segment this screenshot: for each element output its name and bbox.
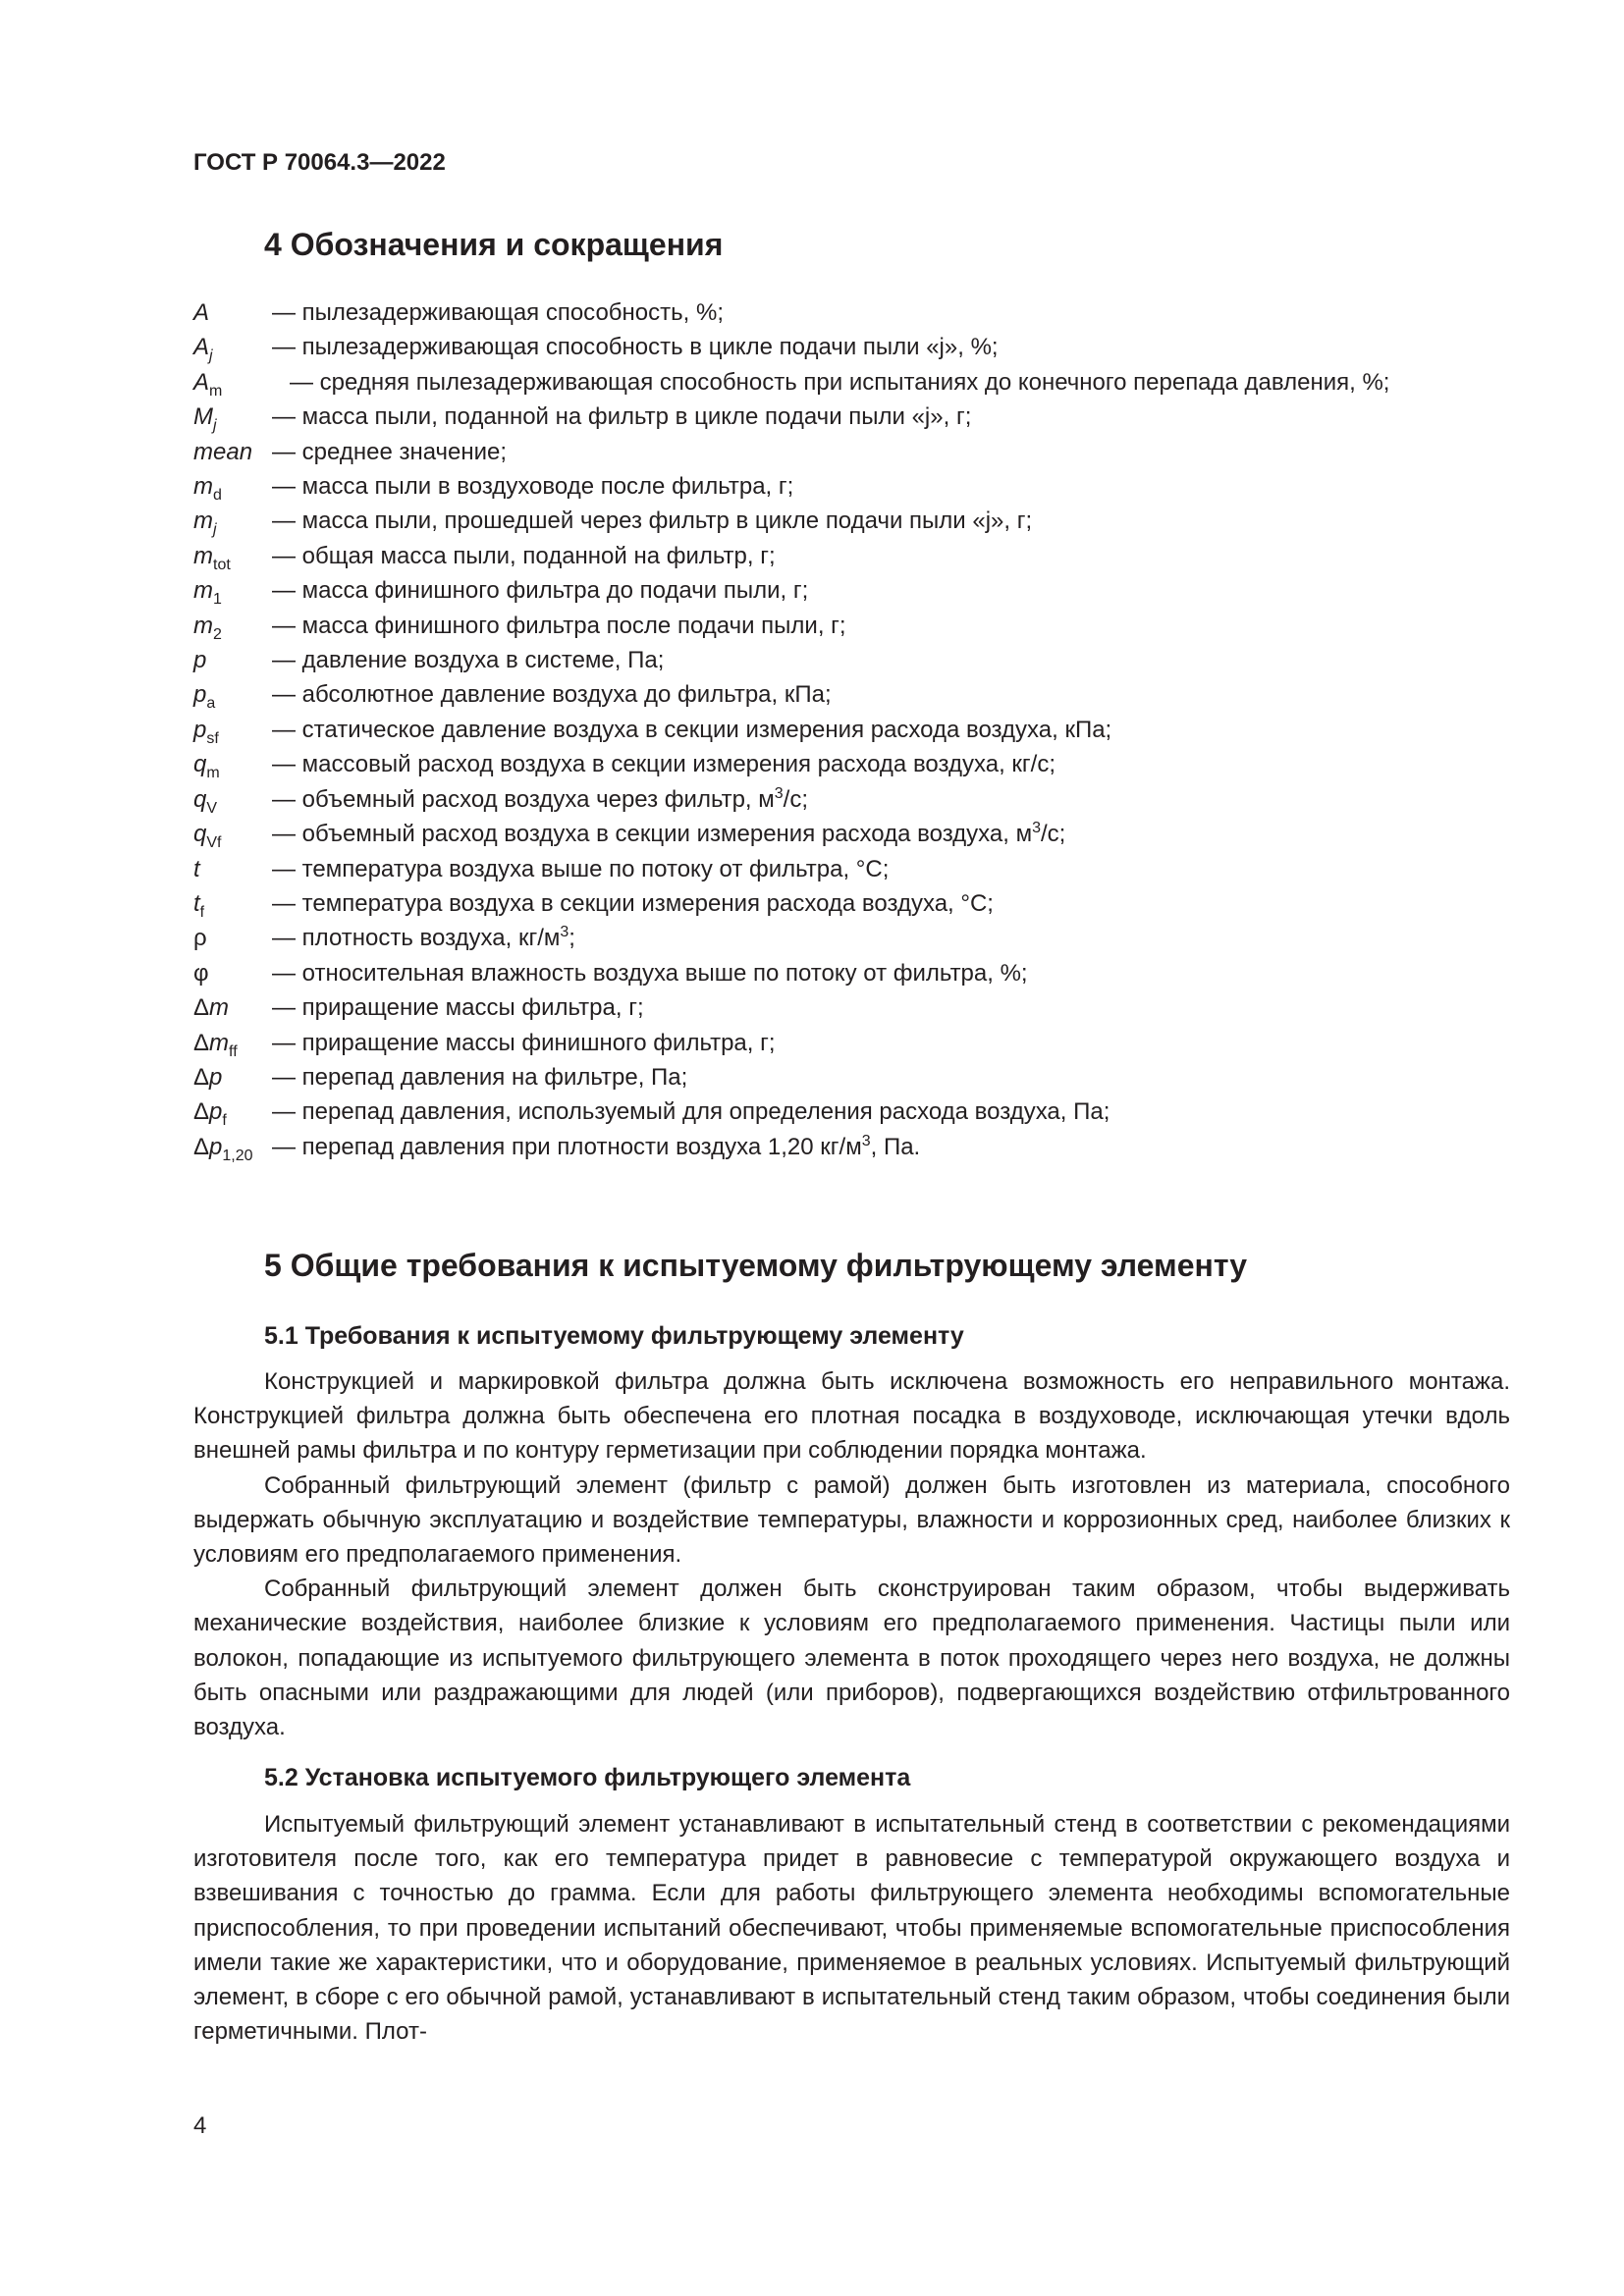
symbol-definition: — приращение массы финишного фильтра, г; (272, 1029, 776, 1056)
definition-text: /с; (783, 785, 808, 813)
symbol-definition: — среднее значение; (272, 438, 508, 465)
symbol (193, 956, 209, 990)
symbol-definition: — статическое давление воздуха в секции измерения расхода воздуха, кПа; (272, 716, 1112, 743)
symbol (193, 1060, 222, 1095)
symbol (193, 539, 231, 573)
symbol-letter: p (193, 681, 207, 709)
symbol-letter: ρ (193, 925, 207, 952)
symbol-definition: — масса финишного фильтра до подачи пыли, г; (272, 577, 809, 605)
symbols-list (193, 295, 1509, 1164)
superscript: 3 (560, 924, 569, 941)
symbol-row (193, 921, 1509, 955)
section-5-1-title: 5.1 Требования к испытуемому фильтрующему элементу (264, 1322, 964, 1350)
symbol-definition: — относительная влажность воздуха выше по потоку от фильтра, %; (272, 959, 1028, 987)
symbol-definition (272, 1130, 1509, 1164)
symbol (193, 782, 217, 817)
symbol-subscript: V (206, 799, 218, 817)
symbol-letter: m (209, 1029, 230, 1056)
symbol-subscript: j (209, 347, 213, 365)
symbol (193, 677, 215, 712)
symbol-definition: — масса финишного фильтра после подачи пыли, г; (272, 612, 846, 639)
symbol-subscript: j (213, 521, 217, 539)
symbol-row (193, 1026, 1509, 1060)
symbol-row (193, 886, 1509, 921)
symbol (193, 504, 217, 538)
section-5-2-body (193, 1807, 1510, 2049)
symbol-letter: t (193, 889, 200, 917)
symbol (193, 713, 219, 747)
section-5-1-body (193, 1364, 1510, 1744)
symbol-definition (272, 921, 1509, 955)
definition-text: — объемный расход воздуха через фильтр, м (272, 785, 775, 813)
symbol-letter: m (193, 507, 213, 535)
symbol-letter: m (193, 473, 213, 501)
symbol-row (193, 990, 1509, 1025)
symbol (193, 886, 204, 921)
symbol-subscript: 2 (213, 625, 222, 643)
symbol-row (193, 539, 1509, 573)
symbol-definition: — масса пыли, прошедшей через фильтр в цикле подачи пыли «j», г; (272, 507, 1033, 535)
symbol-definition: — масса пыли в воздуховоде после фильтра, г; (272, 473, 794, 501)
symbol-subscript: sf (206, 729, 219, 747)
symbol-subscript: j (213, 417, 217, 435)
symbol-letter: A (193, 368, 210, 396)
symbol-letter: m (193, 542, 213, 569)
symbol (193, 400, 217, 434)
definition-text: — плотность воздуха, кг/м (272, 925, 561, 952)
symbol-row (193, 573, 1509, 608)
symbol-row (193, 609, 1509, 643)
document-header: ГОСТ Р 70064.3—2022 (193, 149, 446, 176)
symbol-subscript: a (206, 695, 216, 713)
symbol-definition: — масса пыли, поданной на фильтр в цикле подачи пыли «j», г; (272, 403, 972, 431)
symbol-row (193, 469, 1509, 504)
symbol-row (193, 400, 1509, 434)
symbol-row (193, 1095, 1509, 1129)
symbol (193, 1026, 238, 1060)
symbol-row (193, 643, 1509, 677)
symbol (193, 573, 222, 608)
symbol (193, 1130, 253, 1164)
symbol-row (193, 1130, 1509, 1164)
symbol-row (193, 782, 1509, 817)
symbol-row (193, 295, 1509, 330)
symbol-letter: A (193, 334, 210, 361)
symbol-letter: t (193, 855, 200, 882)
symbol-letter: p (209, 1098, 223, 1126)
symbol-letter: mean (193, 438, 253, 465)
symbol-definition: — температура воздуха выше по потоку от фильтра, °С; (272, 855, 890, 882)
symbol-definition: — массовый расход воздуха в секции измерения расхода воздуха, кг/с; (272, 751, 1056, 778)
symbol-prefix: Δ (193, 1063, 210, 1091)
symbol-row (193, 677, 1509, 712)
symbol-definition: — пылезадерживающая способность, %; (272, 299, 724, 326)
section-5-title: 5 Общие требования к испытуемому фильтрующему элементу (264, 1248, 1248, 1283)
paragraph: Собранный фильтрующий элемент должен быть сконструирован таким образом, чтобы выдерживать механические воздействия, наиболее близкие к условиям его предполагаемого применения. Частицы пыли или волокон, попадающие из испытуемого фильтрующего элемента в поток проходящего через него воздуха, не должны быть опасными или раздражающими для людей (или приборов), подвергающихся воздействию отфильтрованного воздуха. (193, 1575, 1510, 1741)
symbol (193, 921, 207, 955)
symbol-letter: φ (193, 959, 209, 987)
symbol-prefix: Δ (193, 1029, 210, 1056)
definition-text: ; (568, 925, 575, 952)
symbol-subscript: f (199, 903, 205, 921)
paragraph: Испытуемый фильтрующий элемент устанавливают в испытательный стенд в соответствии с рекомендациями изготовителя после того, как его температура придет в равновесие с температурой окружающего воздуха и взвешивания с точностью до грамма. Если для работы фильтрующего элемента необходимы вспомогательные приспособления, то при проведении испытаний обеспечивают, чтобы применяемые вспомогательные приспособления имели такие же характеристики, что и оборудование, применяемое в реальных условиях. Испытуемый фильтрующий элемент, в сборе с его обычной рамой, устанавливают в испытательный стенд таким образом, чтобы соединения были герметичными. Плот- (193, 1811, 1510, 2046)
symbol-letter: m (209, 994, 230, 1022)
symbol-prefix: Δ (193, 994, 210, 1022)
symbol-subscript: 1,20 (222, 1147, 253, 1164)
symbol-row (193, 747, 1509, 781)
symbol-row (193, 817, 1509, 851)
symbol-letter: p (193, 716, 207, 743)
section-4-title: 4 Обозначения и сокращения (264, 227, 724, 262)
symbol-subscript: m (209, 382, 223, 400)
symbol-letter: m (193, 577, 213, 605)
symbol (193, 469, 222, 504)
symbol (193, 295, 209, 330)
symbol-row (193, 435, 1509, 469)
symbol-letter: m (193, 612, 213, 639)
symbol (193, 1095, 227, 1129)
symbol-letter: A (193, 299, 210, 326)
symbol (193, 365, 222, 400)
symbol-letter: q (193, 751, 207, 778)
symbol (193, 747, 220, 781)
paragraph: Собранный фильтрующий элемент (фильтр с рамой) должен быть изготовлен из материала, способного выдержать обычную эксплуатацию и воздействие температуры, влажности и коррозионных сред, наиболее близких к условиям его предполагаемого применения. (193, 1471, 1510, 1569)
symbol (193, 990, 229, 1025)
symbol-definition: — перепад давления, используемый для определения расхода воздуха, Па; (272, 1098, 1110, 1126)
symbol-row (193, 504, 1509, 538)
superscript: 3 (774, 784, 784, 802)
symbol-row (193, 1060, 1509, 1095)
symbol-letter: M (193, 403, 213, 431)
superscript: 3 (1032, 820, 1041, 837)
definition-text: — объемный расход воздуха в секции измерения расхода воздуха, м (272, 821, 1033, 848)
symbol-row (193, 365, 1509, 400)
symbol (193, 609, 222, 643)
symbol-letter: p (193, 647, 207, 674)
symbol-subscript: m (206, 765, 220, 782)
symbol-letter: p (209, 1063, 223, 1091)
symbol-row (193, 852, 1509, 886)
symbol-row (193, 713, 1509, 747)
symbol (193, 435, 252, 469)
symbol-definition (272, 782, 1509, 817)
symbol-definition: — пылезадерживающая способность в цикле подачи пыли «j», %; (272, 334, 999, 361)
definition-text: , Па. (870, 1133, 921, 1160)
symbol-subscript: Vf (206, 834, 222, 852)
symbol-definition: — общая масса пыли, поданной на фильтр, г; (272, 542, 776, 569)
symbol-definition: — средняя пылезадерживающая способность при испытаниях до конечного перепада давления, %; (290, 368, 1390, 396)
symbol-row (193, 330, 1509, 364)
page-number: 4 (193, 2112, 207, 2139)
symbol-subscript: f (222, 1112, 227, 1130)
definition-text: — перепад давления при плотности воздуха 1,20 кг/м (272, 1133, 862, 1160)
symbol (193, 817, 221, 851)
symbol-definition: — перепад давления на фильтре, Па; (272, 1063, 688, 1091)
section-5-2-title: 5.2 Установка испытуемого фильтрующего элемента (264, 1764, 911, 1791)
superscript: 3 (861, 1132, 871, 1149)
symbol (193, 852, 200, 886)
paragraph: Конструкцией и маркировкой фильтра должна быть исключена возможность его неправильного монтажа. Конструкцией фильтра должна быть обеспечена его плотная посадка в воздуховоде, исключающая утечки вдоль внешней рамы фильтра и по контуру герметизации при соблюдении порядка монтажа. (193, 1368, 1510, 1465)
symbol-letter: p (209, 1133, 223, 1160)
symbol-prefix: Δ (193, 1133, 210, 1160)
symbol-subscript: ff (229, 1042, 238, 1060)
symbol-definition: — приращение массы фильтра, г; (272, 994, 644, 1022)
symbol-subscript: 1 (213, 591, 222, 609)
symbol-row (193, 956, 1509, 990)
symbol-subscript: tot (213, 556, 231, 573)
symbol-letter: q (193, 785, 207, 813)
symbol (193, 330, 213, 364)
symbol-definition: — абсолютное давление воздуха до фильтра, кПа; (272, 681, 832, 709)
symbol-subscript: d (213, 487, 222, 505)
symbol-definition: — температура воздуха в секции измерения расхода воздуха, °С; (272, 889, 994, 917)
symbol-letter: q (193, 821, 207, 848)
symbol-definition (272, 817, 1509, 851)
symbol (193, 643, 206, 677)
symbol-prefix: Δ (193, 1098, 210, 1126)
definition-text: /с; (1041, 821, 1066, 848)
symbol-definition: — давление воздуха в системе, Па; (272, 647, 665, 674)
